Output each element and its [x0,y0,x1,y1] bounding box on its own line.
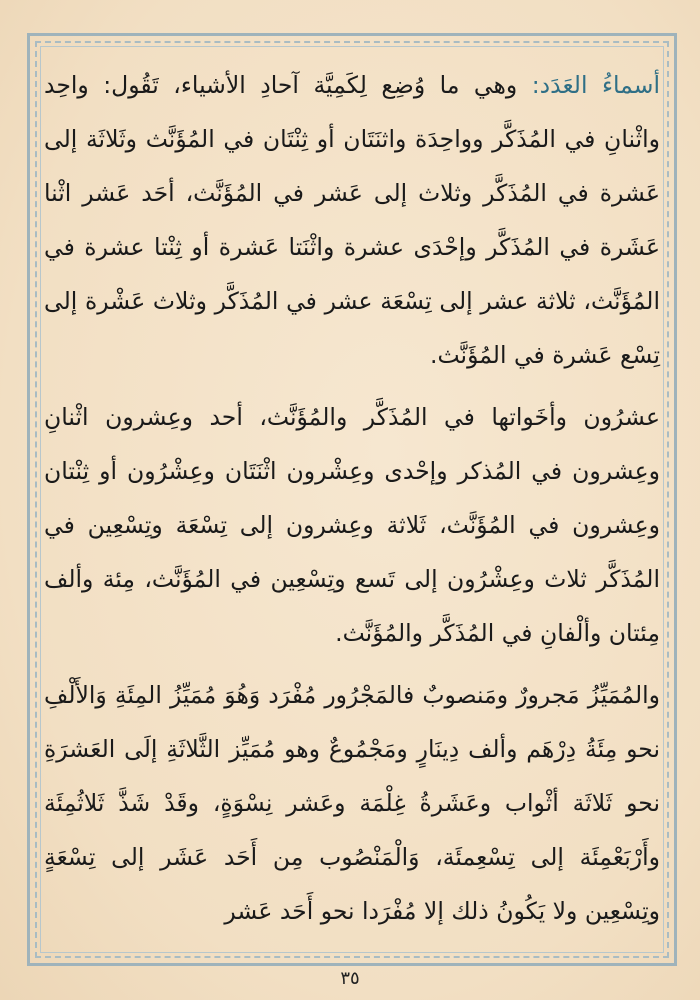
section-term: أسماءُ العَدَد: [531,71,660,99]
page-number: ٣٥ [340,968,360,989]
paragraph-text: عشرُون وأخَواتها في المُذَكَّر والمُؤَنَّث، أحد وعِشرون اثْنانِ وعِشرون في المُذكر وإحْدى وعِشْرون اثْنَتَان وعِشْرُون أو ثِنْتان وعِشرون في المُؤَنَّث، ثَلاثة وعِشرون إلى تِسْعَة وتِسْعِين في المُذَكَّر ثلاث وعِشْرُون إلى تَسع وتِسْعِين في المُؤَنَّث، مِئة وألف مِئتان وألْفانِ في المُذَكَّر والمُؤَنَّث. [44,403,660,647]
page-text [44,58,660,948]
paragraph-specifier [44,668,660,938]
paragraph-twenty-and-sisters [44,390,660,660]
paragraph-text: وهي ما وُضِع لِكَمِيَّة آحادِ الأشياء، تَقُول: واحِد واثْنانِ في المُذَكَّر وواحِدَة واثنَتَان أو ثِنْتَان في المُؤَنَّث وثَلاثَة إلى عَشرة في المُذَكَّر وثلاث إلى عَشر في المُؤَنَّث، أحَد عَشر اثْنا عَشَرة في المُذَكَّر وإحْدَى عشرة واثْنَتا عَشرة أو ثِنْتا عشرة في المُؤَنَّث، ثلاثة عشر إلى تِسْعَة عشر في المُذَكَّر وثلاث عَشْرة إلى تِسْع عَشرة في المُؤَنَّث. [44,71,660,369]
paragraph-text: والمُمَيِّزُ مَجرورٌ ومَنصوبٌ فالمَجْرُور مُفْرَد وَهُوَ مُمَيِّزُ المِئَةِ وَالأَلْفِ نحو مِئَةُ دِرْهَم وألف دِينَارٍ ومَجْمُوعٌ وهو مُمَيِّز الثَّلاثَةِ إلَى العَشرَةِ نحو ثَلاثَة أثْواب وعَشَرةُ غِلْمَة وعَشر نِسْوَةٍ، وقَدْ شَذَّ ثَلاثُمِئَة وأَرْبَعْمِئَة إلى تِسْعِمئَة، وَالْمَنْصُوب مِن أَحَد عَشَر إلى تِسْعَةٍ وتِسْعِين ولا يَكُونُ ذلك إلا مُفْرَدا نحو أَحَد عَشر [44,681,660,925]
paragraph-number-names [44,58,660,382]
